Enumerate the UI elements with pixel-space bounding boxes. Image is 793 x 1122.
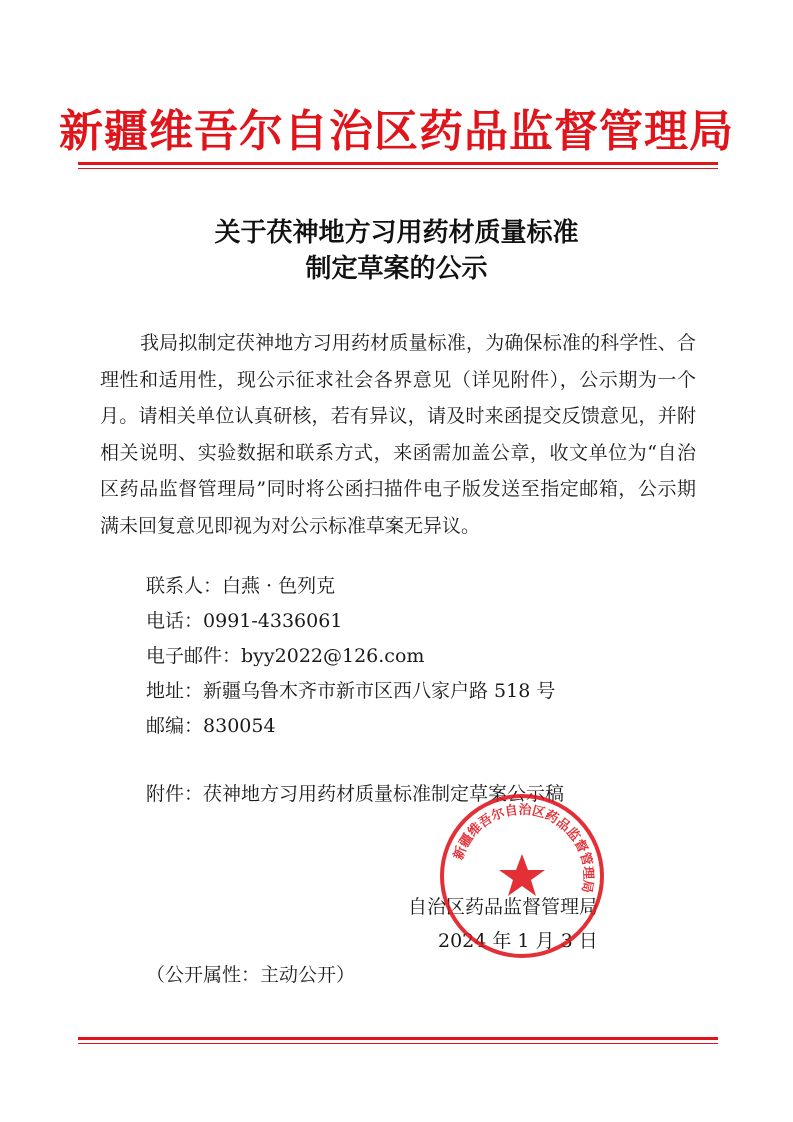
- phone-label: 电话：: [146, 610, 204, 632]
- postcode-line: [146, 713, 276, 739]
- seal-text: 新疆维吾尔自治区药品监督管理局: [451, 802, 596, 894]
- body-paragraph: [100, 325, 696, 544]
- contact-person-value: 白燕 · 色列克: [222, 575, 336, 597]
- header-divider-thick: [78, 162, 718, 165]
- document-title-line1: 关于茯神地方习用药材质量标准: [214, 218, 579, 248]
- footer-divider-thick: [78, 1037, 718, 1040]
- phone-value: 0991-4336061: [203, 610, 343, 632]
- email-value: byy2022@126.com: [241, 645, 425, 667]
- address-label: 地址：: [146, 680, 204, 702]
- body-paragraph-text: 我局拟制定茯神地方习用药材质量标准，为确保标准的科学性、合理性和适用性，现公示征求社会各界意见（详见附件），公示期为一个月。请相关单位认真研核，若有异议，请及时来函提交反馈意见，并附相关说明、实验数据和联系方式，来函需加盖公章，收文单位为“自治区药品监督管理局”同时将公函扫描件电子版发送至指定邮箱，公示期满未回复意见即视为对公示标准草案无异议。: [100, 332, 696, 537]
- email-label: 电子邮件：: [146, 645, 242, 667]
- document-title-line2: 制定草案的公示: [305, 254, 488, 284]
- official-seal: [438, 792, 606, 960]
- contact-person-label: 联系人：: [146, 575, 223, 597]
- seal-star-icon: [499, 854, 545, 896]
- header-divider-thin: [78, 168, 718, 169]
- postcode-value: 830054: [203, 715, 276, 737]
- agency-header-title: 新疆维吾尔自治区药品监督管理局: [59, 106, 734, 157]
- postcode-label: 邮编：: [146, 715, 204, 737]
- address-line: [146, 678, 555, 704]
- footer-divider-thin: [78, 1043, 718, 1044]
- contact-person-line: [146, 573, 335, 599]
- attachment-label: 附件：: [146, 783, 204, 805]
- address-value: 新疆乌鲁木齐市新市区西八家户路 518 号: [203, 680, 556, 702]
- email-line: [146, 643, 424, 669]
- attachment-value: 茯神地方习用药材质量标准制定草案公示稿: [203, 783, 565, 805]
- disclosure-attribute: （公开属性：主动公开）: [146, 964, 356, 986]
- signature-date: 2024 年 1 月 3 日: [438, 930, 598, 952]
- signature-organization: 自治区药品监督管理局: [408, 896, 599, 918]
- phone-line: [146, 608, 342, 634]
